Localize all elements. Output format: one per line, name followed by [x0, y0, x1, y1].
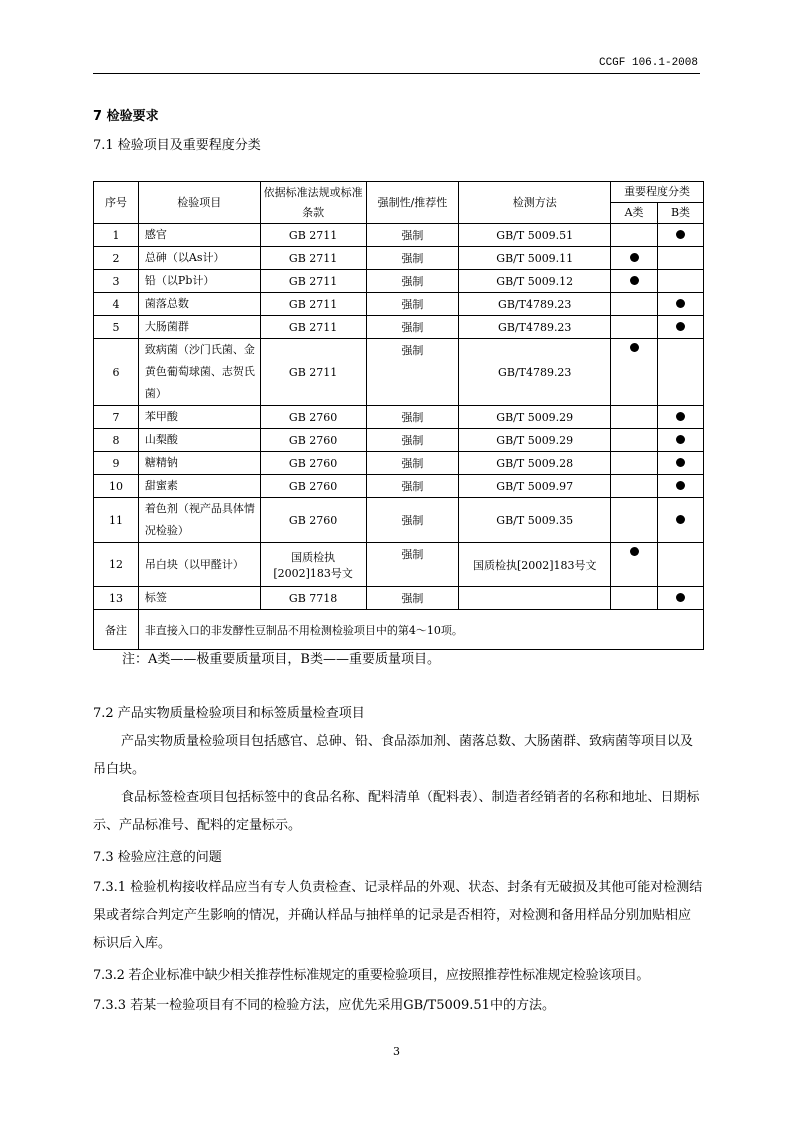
cell-class-a [611, 339, 658, 406]
table-row [94, 406, 704, 429]
cell-method: GB/T 5009.29 [459, 406, 611, 429]
cell-method: GB/T4789.23 [459, 293, 611, 316]
cell-class-b [658, 316, 704, 339]
header-code: CCGF 106.1-2008 [598, 57, 698, 69]
cell-class-b [658, 429, 704, 452]
header-class-b: B类 [658, 203, 704, 224]
table-row [94, 293, 704, 316]
cell-basis: GB 2760 [260, 452, 366, 475]
cell-method: GB/T 5009.28 [459, 452, 611, 475]
cell-class-a [611, 543, 658, 587]
cell-class-a [611, 587, 658, 610]
cell-basis: GB 2760 [260, 475, 366, 498]
table-row [94, 587, 704, 610]
cell-mandatory: 强制 [366, 293, 459, 316]
cell-class-a [611, 475, 658, 498]
section-7-3-1: 7.3.1 检验机构接收样品应当有专人负责检查、记录样品的外观、状态、封条有无破损及其他可能对检测结果或者综合判定产生影响的情况，并确认样品与抽样单的记录是否相符，对检测和备用样品分别加贴相应标识后入库。 [93, 880, 703, 951]
table-row [94, 247, 704, 270]
cell-class-b [658, 247, 704, 270]
table-row [94, 270, 704, 293]
header-no: 序号 [94, 182, 139, 224]
cell-item: 糖精钠 [138, 452, 260, 475]
cell-item: 山梨酸 [138, 429, 260, 452]
filled-circle-icon [630, 276, 639, 285]
cell-mandatory: 强制 [366, 452, 459, 475]
filled-circle-icon [676, 435, 685, 444]
cell-no: 8 [94, 429, 139, 452]
cell-no: 10 [94, 475, 139, 498]
section-7-2-paragraph-2: 食品标签检查项目包括标签中的食品名称、配料清单（配料表）、制造者经销者的名称和地址、日期标示、产品标准号、配料的定量标示。 [93, 790, 700, 833]
cell-basis: GB 2760 [260, 406, 366, 429]
page-number: 3 [393, 1045, 400, 1058]
filled-circle-icon [676, 458, 685, 467]
cell-method: GB/T 5009.29 [459, 429, 611, 452]
cell-method: GB/T 5009.11 [459, 247, 611, 270]
filled-circle-icon [676, 322, 685, 331]
filled-circle-icon [630, 253, 639, 262]
cell-class-b [658, 224, 704, 247]
cell-method: 国质检执[2002]183号文 [459, 543, 611, 587]
cell-class-a [611, 316, 658, 339]
section-7-2-paragraph-1: 产品实物质量检验项目包括感官、总砷、铅、食品添加剂、菌落总数、大肠菌群、致病菌等项目以及吊白块。 [93, 734, 694, 777]
cell-mandatory: 强制 [366, 247, 459, 270]
cell-mandatory: 强制 [366, 498, 459, 543]
cell-class-a [611, 429, 658, 452]
cell-mandatory: 强制 [366, 339, 459, 406]
cell-no: 4 [94, 293, 139, 316]
table-row [94, 224, 704, 247]
cell-no: 7 [94, 406, 139, 429]
remark-row [94, 610, 704, 650]
cell-class-b [658, 543, 704, 587]
section-7-title: 7 检验要求 [93, 109, 159, 124]
header-importance: 重要程度分类 [611, 182, 704, 203]
cell-basis: GB 2760 [260, 429, 366, 452]
cell-item: 大肠菌群 [138, 316, 260, 339]
cell-no: 11 [94, 498, 139, 543]
cell-item: 致病菌（沙门氏菌、金黄色葡萄球菌、志贺氏菌） [138, 339, 260, 406]
filled-circle-icon [630, 343, 639, 352]
cell-basis: GB 2711 [260, 339, 366, 406]
cell-class-a [611, 498, 658, 543]
cell-class-b [658, 406, 704, 429]
cell-method [459, 587, 611, 610]
cell-method: GB/T 5009.12 [459, 270, 611, 293]
section-7-3-2: 7.3.2 若企业标准中缺少相关推荐性标准规定的重要检验项目，应按照推荐性标准规定检验该项目。 [93, 968, 650, 983]
cell-basis: 国质检执[2002]183号文 [260, 543, 366, 587]
section-7-2-title: 7.2 产品实物质量检验项目和标签质量检查项目 [93, 706, 365, 721]
header-basis: 依据标准法规或标准条款 [260, 182, 366, 224]
cell-item: 吊白块（以甲醛计） [138, 543, 260, 587]
cell-mandatory: 强制 [366, 270, 459, 293]
filled-circle-icon [676, 593, 685, 602]
remark-label: 备注 [94, 610, 139, 650]
header-item: 检验项目 [138, 182, 260, 224]
cell-method: GB/T4789.23 [459, 316, 611, 339]
cell-no: 6 [94, 339, 139, 406]
cell-basis: GB 2711 [260, 316, 366, 339]
cell-mandatory: 强制 [366, 224, 459, 247]
table-row [94, 452, 704, 475]
table-row [94, 543, 704, 587]
cell-mandatory: 强制 [366, 429, 459, 452]
cell-class-a [611, 247, 658, 270]
table-row [94, 475, 704, 498]
cell-mandatory: 强制 [366, 587, 459, 610]
filled-circle-icon [676, 412, 685, 421]
cell-class-a [611, 406, 658, 429]
cell-method: GB/T4789.23 [459, 339, 611, 406]
cell-basis: GB 2711 [260, 224, 366, 247]
cell-mandatory: 强制 [366, 316, 459, 339]
cell-basis: GB 2711 [260, 293, 366, 316]
header-class-a: A类 [611, 203, 658, 224]
cell-basis: GB 2760 [260, 498, 366, 543]
cell-item: 铅（以Pb计） [138, 270, 260, 293]
cell-no: 5 [94, 316, 139, 339]
filled-circle-icon [676, 515, 685, 524]
cell-class-b [658, 587, 704, 610]
table-row [94, 429, 704, 452]
cell-class-b [658, 293, 704, 316]
header-mandatory: 强制性/推荐性 [366, 182, 459, 224]
table-row [94, 339, 704, 406]
filled-circle-icon [676, 481, 685, 490]
cell-no: 3 [94, 270, 139, 293]
table-row [94, 316, 704, 339]
cell-item: 菌落总数 [138, 293, 260, 316]
remark-text: 非直接入口的非发酵性豆制品不用检测检验项目中的第4～10项。 [138, 610, 703, 650]
cell-no: 1 [94, 224, 139, 247]
cell-basis: GB 2711 [260, 270, 366, 293]
cell-class-b [658, 498, 704, 543]
section-7-1-title: 7.1 检验项目及重要程度分类 [93, 138, 261, 153]
table-row [94, 498, 704, 543]
cell-item: 标签 [138, 587, 260, 610]
section-7-3-title: 7.3 检验应注意的问题 [93, 850, 222, 865]
cell-item: 着色剂（视产品具体情况检验） [138, 498, 260, 543]
cell-item: 感官 [138, 224, 260, 247]
inspection-table [93, 181, 704, 650]
cell-class-a [611, 293, 658, 316]
cell-mandatory: 强制 [366, 406, 459, 429]
filled-circle-icon [676, 299, 685, 308]
cell-class-b [658, 452, 704, 475]
cell-mandatory: 强制 [366, 475, 459, 498]
cell-item: 苯甲酸 [138, 406, 260, 429]
cell-class-a [611, 224, 658, 247]
cell-basis: GB 7718 [260, 587, 366, 610]
table-body [94, 224, 704, 650]
filled-circle-icon [676, 230, 685, 239]
cell-class-b [658, 475, 704, 498]
cell-class-b [658, 339, 704, 406]
cell-method: GB/T 5009.35 [459, 498, 611, 543]
cell-class-b [658, 270, 704, 293]
cell-basis: GB 2711 [260, 247, 366, 270]
cell-method: GB/T 5009.51 [459, 224, 611, 247]
cell-no: 13 [94, 587, 139, 610]
section-7-3-3: 7.3.3 若某一检验项目有不同的检验方法，应优先采用GB/T5009.51中的方法。 [93, 998, 555, 1013]
header-rule [93, 73, 700, 74]
cell-mandatory: 强制 [366, 543, 459, 587]
cell-no: 2 [94, 247, 139, 270]
cell-method: GB/T 5009.97 [459, 475, 611, 498]
header-method: 检测方法 [459, 182, 611, 224]
cell-no: 12 [94, 543, 139, 587]
filled-circle-icon [630, 547, 639, 556]
cell-no: 9 [94, 452, 139, 475]
cell-item: 甜蜜素 [138, 475, 260, 498]
cell-class-a [611, 452, 658, 475]
cell-class-a [611, 270, 658, 293]
table-footnote: 注：A类——极重要质量项目，B类——重要质量项目。 [122, 652, 440, 667]
cell-item: 总砷（以As计） [138, 247, 260, 270]
